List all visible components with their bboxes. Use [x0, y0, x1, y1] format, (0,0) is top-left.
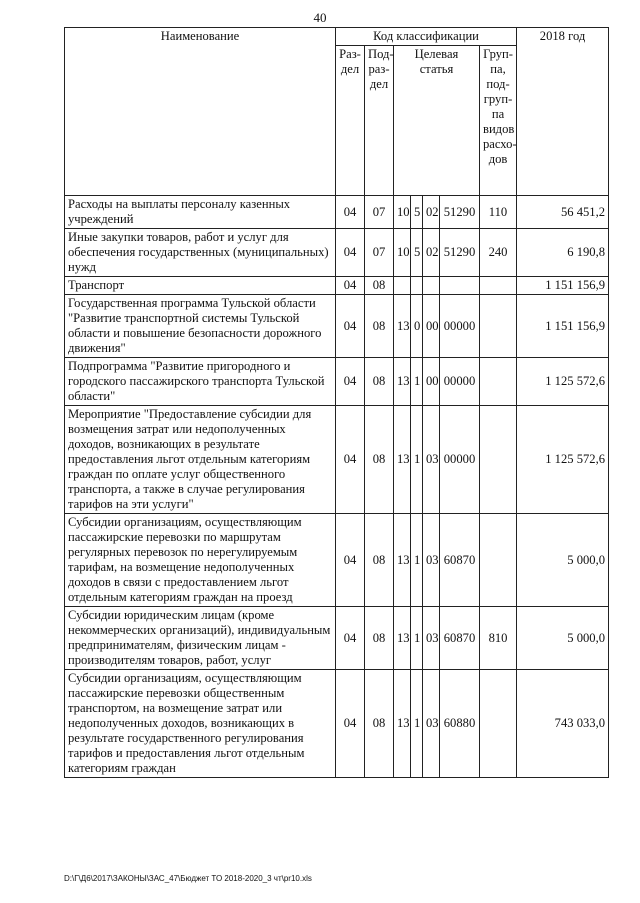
row-razdel: 04	[336, 670, 365, 778]
row-razdel: 04	[336, 358, 365, 406]
row-target-direction: 00000	[440, 406, 480, 514]
row-name: Субсидии организациям, осуществляющим пассажирские перевозки общественным транспортом, на возмещение затрат или недополученных доходов, возникающих в результате государственного регулирования тарифов и предоставления льгот отдельным категориям граждан	[65, 670, 336, 778]
table-row	[65, 670, 609, 778]
row-target-direction: 60870	[440, 607, 480, 670]
row-target-subprogram: 1	[411, 670, 423, 778]
row-razdel: 04	[336, 514, 365, 607]
row-group: 810	[480, 607, 517, 670]
row-amount: 5 000,0	[517, 514, 609, 607]
header-razdel	[336, 46, 365, 196]
table-row	[65, 295, 609, 358]
row-amount: 1 125 572,6	[517, 358, 609, 406]
table-row	[65, 406, 609, 514]
row-name: Подпрограмма "Развитие пригородного и городского пассажирского транспорта Тульской области"	[65, 358, 336, 406]
row-name: Государственная программа Тульской области "Развитие транспортной системы Тульской области и повышение безопасности дорожного движения"	[65, 295, 336, 358]
row-target-direction: 00000	[440, 358, 480, 406]
row-group: 110	[480, 196, 517, 229]
row-podrazdel: 08	[365, 358, 394, 406]
row-target-direction: 60870	[440, 514, 480, 607]
row-target-direction: 00000	[440, 295, 480, 358]
row-amount: 56 451,2	[517, 196, 609, 229]
row-target-subprogram: 1	[411, 406, 423, 514]
row-target-event: 03	[423, 607, 440, 670]
header-group-line: Груп-	[483, 47, 513, 61]
header-group-line: па,	[490, 62, 506, 76]
row-target-program: 13	[394, 607, 411, 670]
table-row	[65, 607, 609, 670]
header-group-line: видов	[483, 122, 515, 136]
row-target-subprogram: 1	[411, 607, 423, 670]
row-podrazdel: 08	[365, 406, 394, 514]
page-number: 40	[313, 10, 327, 25]
row-amount: 5 000,0	[517, 607, 609, 670]
budget-table	[64, 27, 609, 778]
header-group-line: под-	[486, 77, 510, 91]
row-amount: 1 151 156,9	[517, 295, 609, 358]
row-name: Мероприятие "Предоставление субсидии для возмещения затрат или недополученных доходов, возникающих в результате предоставления льгот отдельным категориям граждан по оплате услуг общественного транспорта, а также в случае регулирования тарифов на эти услуги"	[65, 406, 336, 514]
row-amount: 1 151 156,9	[517, 277, 609, 295]
header-year: 2018 год	[517, 28, 609, 196]
row-amount: 743 033,0	[517, 670, 609, 778]
row-podrazdel: 07	[365, 196, 394, 229]
row-razdel: 04	[336, 196, 365, 229]
row-target-program: 13	[394, 514, 411, 607]
header-podrazdel-line: дел	[369, 77, 389, 91]
header-podrazdel-line: Под-	[368, 47, 394, 61]
row-name: Транспорт	[65, 277, 336, 295]
row-target-subprogram: 1	[411, 358, 423, 406]
row-podrazdel: 08	[365, 607, 394, 670]
header-group-line: па	[491, 107, 505, 121]
row-target-program: 13	[394, 406, 411, 514]
row-target-event: 02	[423, 229, 440, 277]
row-target-program	[394, 277, 411, 295]
row-target-subprogram: 1	[411, 514, 423, 607]
row-name: Иные закупки товаров, работ и услуг для обеспечения государственных (муниципальных) нужд	[65, 229, 336, 277]
row-target-event: 03	[423, 406, 440, 514]
row-group: 240	[480, 229, 517, 277]
row-group	[480, 670, 517, 778]
row-razdel: 04	[336, 277, 365, 295]
header-group-line: груп-	[483, 92, 513, 106]
header-code: Код классификации	[336, 28, 517, 46]
table-row	[65, 229, 609, 277]
row-target-program: 13	[394, 670, 411, 778]
row-target-subprogram: 5	[411, 196, 423, 229]
row-target-program: 13	[394, 295, 411, 358]
table-row	[65, 514, 609, 607]
row-target-program: 13	[394, 358, 411, 406]
header-name: Наименование	[65, 28, 336, 196]
table-row	[65, 358, 609, 406]
header-podrazdel	[365, 46, 394, 196]
row-target-event: 03	[423, 670, 440, 778]
header-podrazdel-line: раз-	[368, 62, 390, 76]
header-razdel-line: Раз-	[339, 47, 361, 61]
row-target-event: 02	[423, 196, 440, 229]
header-group	[480, 46, 517, 196]
header-razdel-line: дел	[340, 62, 360, 76]
footer-file-path: D:\Г\Д6\2017\ЗАКОНЫ\ЗАС_47\Бюджет ТО 2018-2020_3 чт\pr10.xls	[64, 874, 312, 883]
row-target-event: 03	[423, 514, 440, 607]
row-target-direction: 51290	[440, 196, 480, 229]
header-row-top	[65, 28, 609, 46]
row-name: Субсидии организациям, осуществляющим пассажирские перевозки по маршрутам регулярных перевозок по нерегулируемым тарифам, на возмещение недополученных доходов в связи с предоставлением льгот отдельным категориям граждан на проезд	[65, 514, 336, 607]
row-target-event: 00	[423, 358, 440, 406]
row-amount: 6 190,8	[517, 229, 609, 277]
row-razdel: 04	[336, 607, 365, 670]
row-target-event	[423, 277, 440, 295]
row-target-direction	[440, 277, 480, 295]
row-name: Субсидии юридическим лицам (кроме некоммерческих организаций), индивидуальным предпринимателям, физическим лицам - производителям товаров, работ, услуг	[65, 607, 336, 670]
row-group	[480, 277, 517, 295]
row-group	[480, 358, 517, 406]
row-podrazdel: 07	[365, 229, 394, 277]
row-target-subprogram	[411, 277, 423, 295]
row-group	[480, 295, 517, 358]
row-razdel: 04	[336, 229, 365, 277]
row-amount: 1 125 572,6	[517, 406, 609, 514]
header-group-line: дов	[488, 152, 508, 166]
row-target-direction: 60880	[440, 670, 480, 778]
row-group	[480, 514, 517, 607]
row-name: Расходы на выплаты персоналу казенных учреждений	[65, 196, 336, 229]
table-row	[65, 196, 609, 229]
row-target-subprogram: 5	[411, 229, 423, 277]
row-target-program: 10	[394, 196, 411, 229]
row-razdel: 04	[336, 406, 365, 514]
row-group	[480, 406, 517, 514]
row-razdel: 04	[336, 295, 365, 358]
row-podrazdel: 08	[365, 670, 394, 778]
row-podrazdel: 08	[365, 514, 394, 607]
table-row	[65, 277, 609, 295]
row-podrazdel: 08	[365, 277, 394, 295]
row-target-event: 00	[423, 295, 440, 358]
header-target-article: Целевая статья	[394, 46, 480, 196]
row-podrazdel: 08	[365, 295, 394, 358]
row-target-direction: 51290	[440, 229, 480, 277]
row-target-subprogram: 0	[411, 295, 423, 358]
row-target-program: 10	[394, 229, 411, 277]
header-group-line: расхо-	[483, 137, 517, 151]
